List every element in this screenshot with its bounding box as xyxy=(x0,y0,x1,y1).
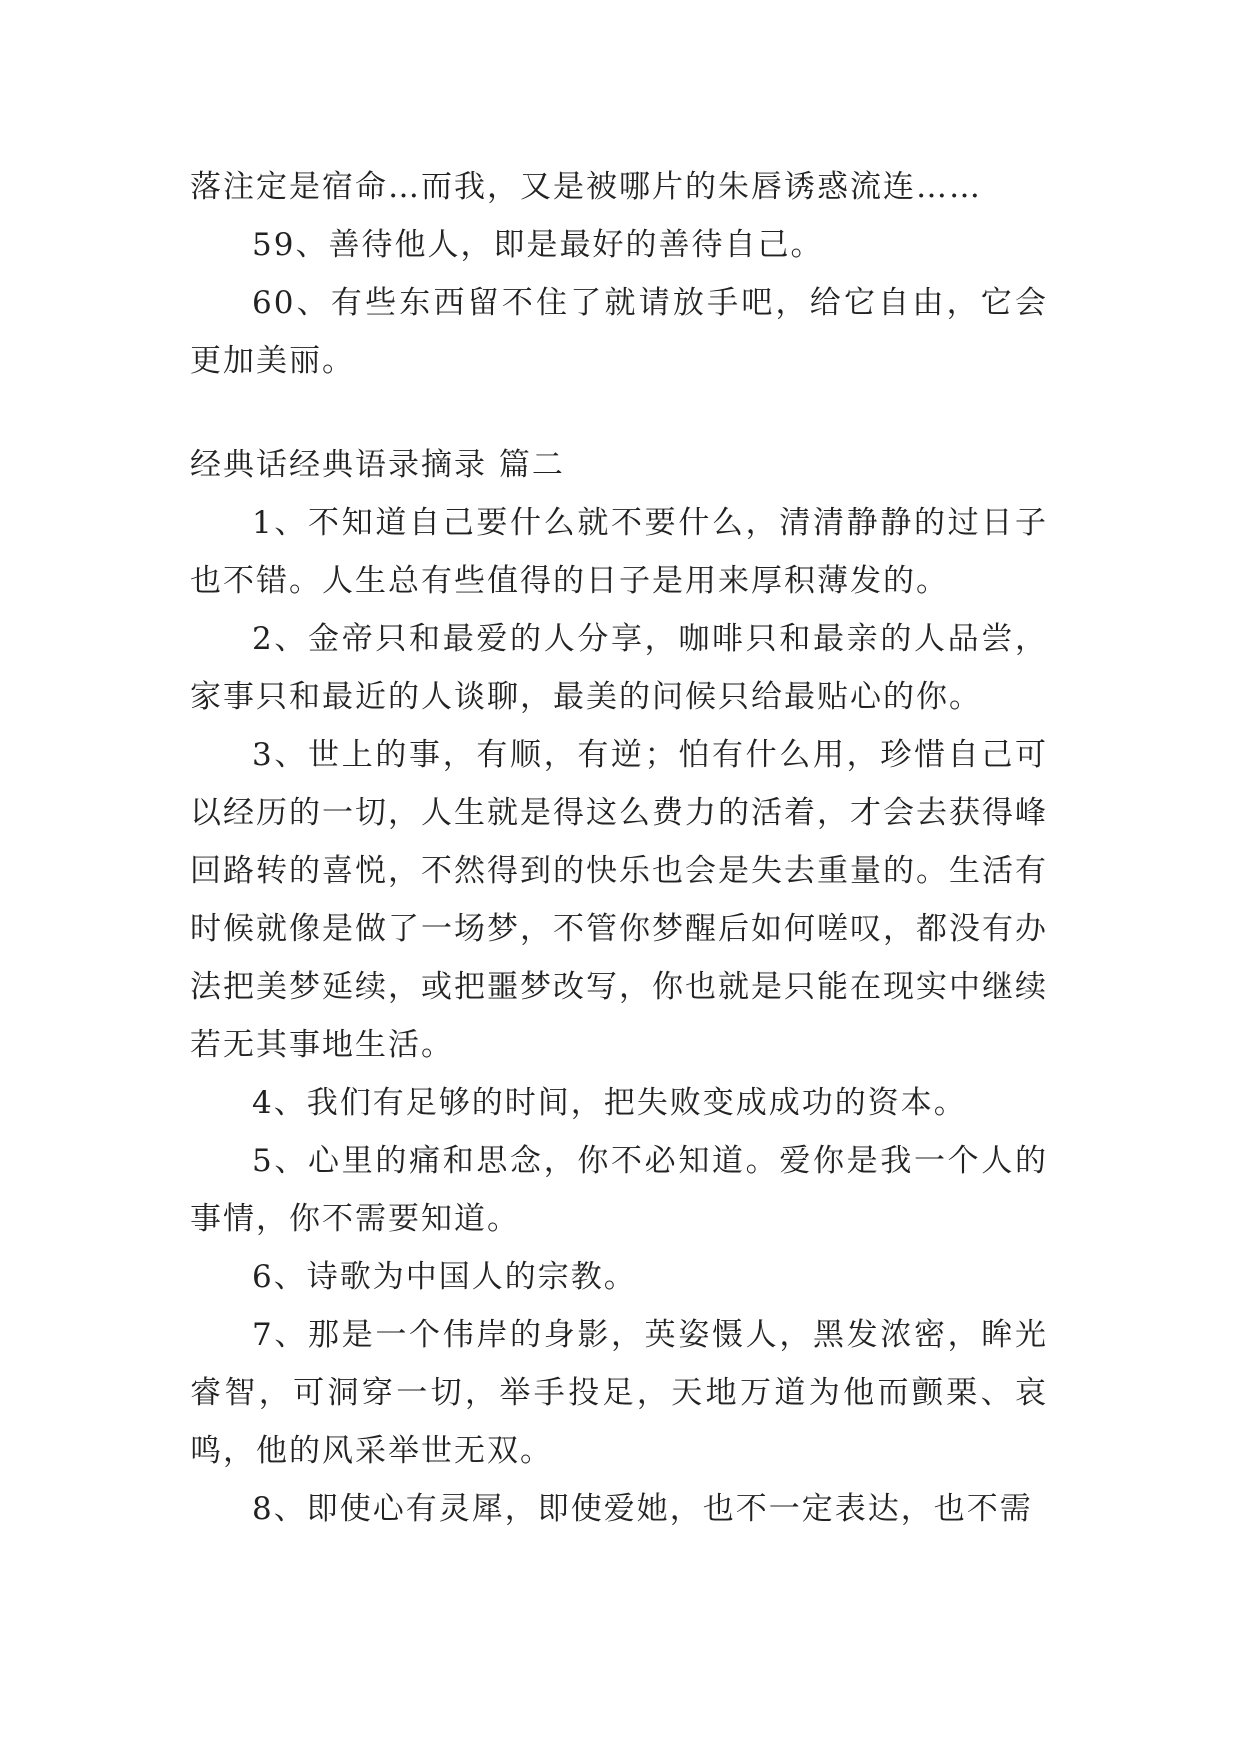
document-body xyxy=(190,158,1048,1538)
paragraph-item-3: 3、世上的事，有顺，有逆；怕有什么用，珍惜自己可以经历的一切，人生就是得这么费力的活着，才会去获得峰回路转的喜悦，不然得到的快乐也会是失去重量的。生活有时候就像是做了一场梦，不管你梦醒后如何嗟叹，都没有办法把美梦延续，或把噩梦改写，你也就是只能在现实中继续若无其事地生活。 xyxy=(190,737,1048,1063)
paragraph-item-1: 1、不知道自己要什么就不要什么，清清静静的过日子也不错。人生总有些值得的日子是用来厚积薄发的。 xyxy=(190,505,1048,599)
paragraph-item-59: 59、善待他人，即是最好的善待自己。 xyxy=(252,227,824,263)
section-heading: 经典话经典语录摘录 篇二 xyxy=(190,447,565,483)
paragraph-item-5: 5、心里的痛和思念，你不必知道。爱你是我一个人的事情，你不需要知道。 xyxy=(190,1143,1048,1237)
paragraph-item-7: 7、那是一个伟岸的身影，英姿慑人，黑发浓密，眸光睿智，可洞穿一切，举手投足，天地万道为他而颤栗、哀鸣，他的风采举世无双。 xyxy=(190,1317,1048,1469)
paragraph-continued: 落注定是宿命…而我，又是被哪片的朱唇诱惑流连…… xyxy=(190,169,982,205)
paragraph-item-2: 2、金帝只和最爱的人分享，咖啡只和最亲的人品尝，家事只和最近的人谈聊，最美的问候只给最贴心的你。 xyxy=(190,621,1048,715)
paragraph-item-60: 60、有些东西留不住了就请放手吧，给它自由，它会更加美丽。 xyxy=(190,285,1048,379)
paragraph-item-6: 6、诗歌为中国人的宗教。 xyxy=(252,1259,637,1295)
paragraph-item-4: 4、我们有足够的时间，把失败变成成功的资本。 xyxy=(252,1085,967,1121)
paragraph-item-8: 8、即使心有灵犀，即使爱她，也不一定表达，也不需 xyxy=(252,1491,1033,1527)
